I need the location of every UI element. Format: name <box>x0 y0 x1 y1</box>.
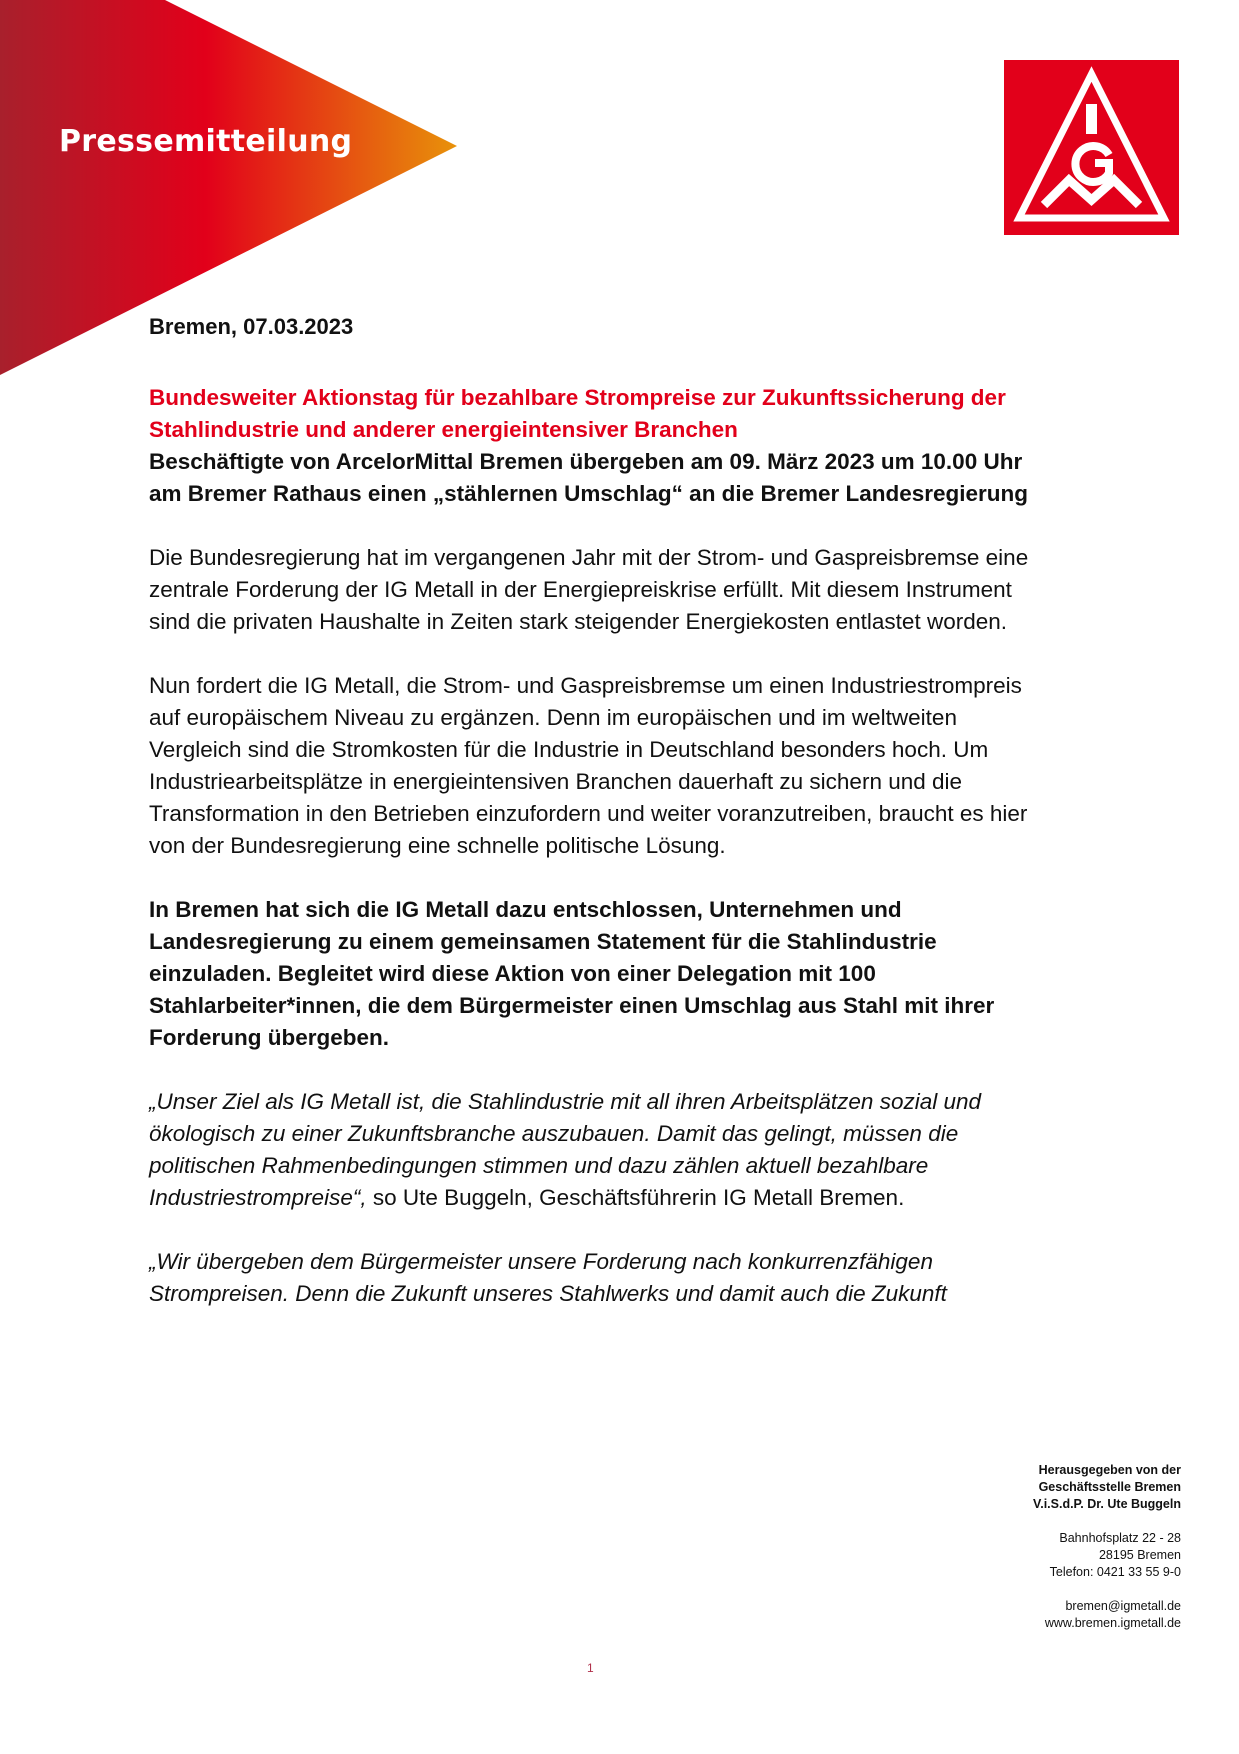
imprint-email[interactable]: bremen@igmetall.de <box>1065 1599 1181 1613</box>
imprint <box>1033 1462 1181 1632</box>
date-line: Bremen, 07.03.2023 <box>149 314 354 339</box>
imprint-publisher: Herausgegeben von der <box>1038 1463 1181 1477</box>
headline: Bundesweiter Aktionstag für bezahlbare Strompreise zur Zukunftssicherung der Stahlindustrie und anderer energieintensiver Branchen <box>149 385 1006 442</box>
quote-attribution: so Ute Buggeln, Geschäftsführerin IG Metall Bremen. <box>366 1185 905 1210</box>
paragraph-intro: Die Bundesregierung hat im vergangenen Jahr mit der Strom- und Gaspreisbremse eine zentrale Forderung der IG Metall in der Energiepreiskrise erfüllt. Mit diesem Instrument sind die privaten Haushalte in Zeiten stark steigender Energiekosten entlastet worden. <box>149 545 1029 634</box>
banner-title: Pressemitteilung <box>59 124 353 159</box>
imprint-website[interactable]: www.bremen.igmetall.de <box>1044 1616 1181 1630</box>
imprint-address-street: Bahnhofsplatz 22 - 28 <box>1059 1531 1181 1545</box>
paragraph-bremen-action: In Bremen hat sich die IG Metall dazu entschlossen, Unternehmen und Landesregierung zu einem gemeinsamen Statement für die Stahlindustrie einzuladen. Begleitet wird diese Aktion von einer Delegation mit 100 Stahlarbeiter*innen, die dem Bürgermeister einen Umschlag aus Stahl mit ihrer Forderung übergeben. <box>149 897 995 1050</box>
paragraph-demand: Nun fordert die IG Metall, die Strom- und Gaspreisbremse um einen Industriestrompreis auf europäischem Niveau zu ergänzen. Denn im europäischen und im weltweiten Vergleich sind die Stromkosten für die Industrie in Deutschland besonders hoch. Um Industriearbeitsplätze in energieintensiven Branchen dauerhaft zu sichern und die Transformation in den Betrieben einzufordern und weiter voranzutreiben, braucht es hier von der Bundesregierung eine schnelle politische Lösung. <box>149 673 1028 858</box>
imprint-phone: Telefon: 0421 33 55 9-0 <box>1049 1565 1181 1579</box>
quote-workers <box>149 1246 1039 1310</box>
quote-text: „Unser Ziel als IG Metall ist, die Stahlindustrie mit all ihren Arbeitsplätzen sozial und ökologisch zu einer Zukunftsbranche auszubauen. Damit das gelingt, müssen die politischen Rahmenbedingungen stimmen und dazu zählen aktuell bezahlbare Industriestrompreise“, <box>149 1089 982 1210</box>
subheadline: Beschäftigte von ArcelorMittal Bremen übergeben am 09. März 2023 um 10.00 Uhr am Bremer Rathaus einen „stählernen Umschlag“ an die Bremer Landesregierung <box>149 449 1029 506</box>
quote-buggeln <box>149 1086 1039 1214</box>
ig-metall-logo <box>1004 60 1179 235</box>
imprint-address-city: 28195 Bremen <box>1098 1548 1181 1562</box>
page-number: 1 <box>587 1661 594 1675</box>
imprint-office: Geschäftsstelle Bremen <box>1038 1480 1181 1494</box>
press-release-body <box>149 382 1039 1342</box>
imprint-responsible: V.i.S.d.P. Dr. Ute Buggeln <box>1033 1497 1181 1511</box>
quote-text: „Wir übergeben dem Bürgermeister unsere Forderung nach konkurrenzfähigen Strompreisen. Denn die Zukunft unseres Stahlwerks und damit auch die Zukunft <box>149 1249 947 1306</box>
